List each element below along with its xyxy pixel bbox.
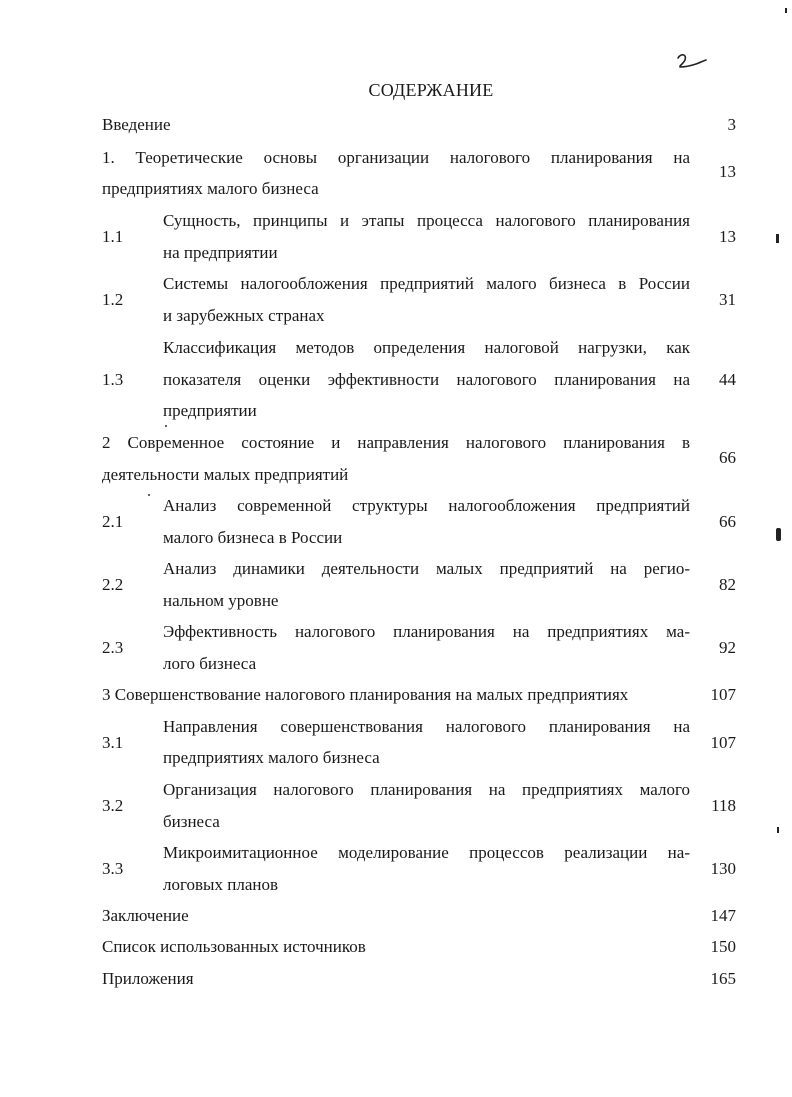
toc-chapter-1-line-1: 1. Теоретические основы организации налогового планирования на [102,148,690,167]
toc-sources-label: Список использованных источников [102,937,366,956]
toc-1-3-line-1: Классификация методов определения налоговой нагрузки, как [163,338,690,357]
page-title: СОДЕРЖАНИЕ [368,80,494,100]
toc-2-1-line-2: малого бизнеса в России [163,528,343,547]
toc-1-2-number: 1.2 [102,290,124,309]
toc-2-1-page: 66 [719,512,736,531]
toc-conclusion-page: 147 [710,906,736,925]
toc-3-1-line-1: Направления совершенствования налогового планирования на [163,717,690,736]
toc-3-3-line-1: Микроимитационное моделирование процессов реализации на- [163,843,690,862]
toc-1-1-line-1: Сущность, принципы и этапы процесса налогового планирования [163,211,690,230]
toc-2-3-line-1: Эффективность налогового планирования на предприятиях ма- [163,622,690,641]
toc-3-2-page: 118 [711,796,736,815]
toc-chapter-1-page: 13 [719,162,736,181]
toc-3-2-line-1: Организация налогового планирования на предприятиях малого [163,780,690,799]
toc-appendix-label: Приложения [102,969,194,988]
toc-3-1-page: 107 [710,733,736,752]
toc-3-3-number: 3.3 [102,859,124,878]
toc-1-1-number: 1.1 [102,227,124,246]
toc-2-3-page: 92 [719,638,736,657]
toc-2-1-number: 2.1 [102,512,124,531]
toc-intro-page: 3 [727,115,736,134]
toc-3-3-page: 130 [710,859,736,878]
toc-1-2-line-2: и зарубежных странах [163,306,325,325]
toc-1-1-page: 13 [719,227,736,246]
toc-sources-page: 150 [710,937,736,956]
toc-intro-label: Введение [102,115,171,134]
toc-chapter-3-page: 107 [710,685,736,704]
toc-2-3-number: 2.3 [102,638,124,657]
toc-1-3-number: 1.3 [102,370,124,389]
toc-2-2-line-1: Анализ динамики деятельности малых предприятий на регио- [163,559,690,578]
toc-3-3-line-2: логовых планов [163,875,278,894]
toc-chapter-2-line-2: деятельности малых предприятий [102,465,349,484]
toc-conclusion-label: Заключение [102,906,189,925]
toc-chapter-3-label: 3 Совершенствование налогового планирования на малых предприятиях [102,685,629,704]
toc-1-3-line-3: предприятии [163,401,257,420]
toc-3-2-number: 3.2 [102,796,124,815]
toc-1-2-line-1: Системы налогообложения предприятий малого бизнеса в России [163,274,690,293]
toc-chapter-2-line-1: 2 Современное состояние и направления налогового планирования в [102,433,690,452]
toc-3-1-number: 3.1 [102,733,124,752]
scan-dot [165,425,167,427]
toc-2-1-line-1: Анализ современной структуры налогообложения предприятий [163,496,690,515]
toc-3-2-line-2: бизнеса [163,812,220,831]
toc-2-2-page: 82 [719,575,736,594]
toc-1-2-page: 31 [719,290,736,309]
toc-1-3-line-2: показателя оценки эффективности налогового планирования на [163,370,690,389]
toc-3-1-line-2: предприятиях малого бизнеса [163,748,380,767]
toc-1-3-page: 44 [719,370,736,389]
toc-2-3-line-2: лого бизнеса [163,654,257,673]
toc-2-2-line-2: нальном уровне [163,591,279,610]
toc-2-2-number: 2.2 [102,575,124,594]
toc-chapter-1-line-2: предприятиях малого бизнеса [102,179,319,198]
toc-appendix-page: 165 [710,969,736,988]
scan-dot [148,494,150,496]
toc-1-1-line-2: на предприятии [163,243,278,262]
toc-chapter-2-page: 66 [719,448,736,467]
